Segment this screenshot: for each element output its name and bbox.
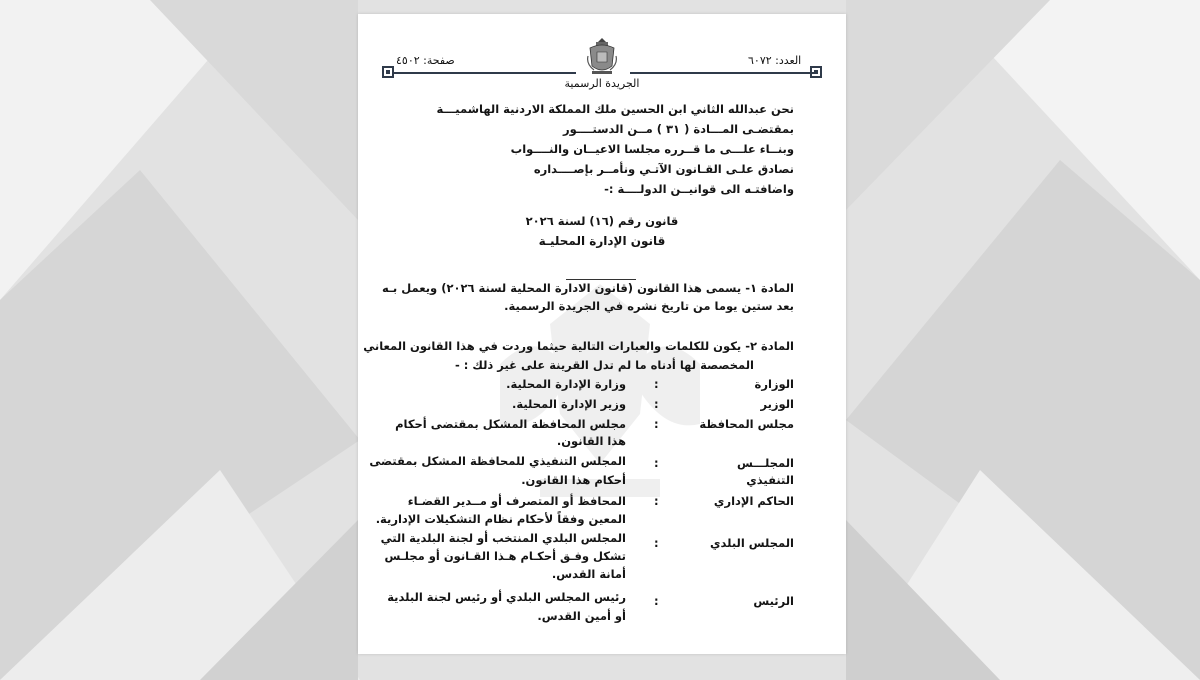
definition-term: الحاكم الإداري	[713, 494, 794, 508]
definition-term: المجلس البلدي	[709, 536, 794, 550]
definition-colon: :	[654, 417, 659, 431]
definition-text: وزارة الإدارة المحلية.	[506, 377, 626, 391]
definition-colon: :	[654, 594, 659, 608]
definition-term: الرئيس	[753, 594, 794, 608]
definition-text: أو أمين القدس.	[537, 609, 626, 623]
article1-line: بعد ستين يوما من تاريخ نشره في الجريدة الرسمية.	[504, 299, 794, 313]
definition-text: تشكل وفـق أحكـام هـذا القـانون أو مجلـس	[384, 549, 626, 563]
preamble-line: نصادق علـى القـانون الآتـي ونأمــر بإصــــداره	[533, 162, 794, 176]
definition-colon: :	[654, 377, 659, 391]
definition-text: مجلس المحافظة المشكل بمقتضى أحكام	[395, 417, 626, 431]
page-number: صفحة: ٤٥٠٢	[396, 54, 455, 67]
article2-line: المادة ٢- يكون للكلمات والعبارات التالية حيثما وردت في هذا القانون المعاني	[363, 339, 794, 353]
definition-term: التنفيذي	[746, 473, 794, 487]
article2-line: المخصصة لها أدناه ما لم تدل القرينة على غير ذلك : -	[454, 358, 754, 372]
title-separator	[566, 279, 636, 280]
definition-text: المعين وفقاً لأحكام نظام التشكيلات الإدارية.	[375, 512, 626, 526]
definition-term: الوزير	[760, 397, 794, 411]
definition-colon: :	[654, 456, 659, 470]
definition-text: المحافظ أو المتصرف أو مــدير القضـاء	[407, 494, 626, 508]
definition-text: المجلس التنفيذي للمحافظة المشكل بمقتضى	[369, 454, 626, 468]
knot-ornament-right	[810, 66, 822, 78]
preamble-line: بمقتضـى المـــادة ( ٣١ ) مــن الدستــــور	[562, 122, 794, 136]
definition-term: المجلـــس	[736, 456, 794, 470]
definition-text: أحكام هذا القانون.	[521, 473, 626, 487]
header-rule-left	[392, 72, 576, 74]
coat-of-arms-emblem	[586, 36, 618, 76]
preamble-line: نحن عبدالله الثاني ابن الحسين ملك المملكة الاردنية الهاشميـــة	[436, 102, 794, 116]
law-subtitle: قانون الإدارة المحليـة	[538, 234, 666, 248]
preamble-line: واضافتـه الى قوانيــن الدولــــة :-	[604, 182, 794, 196]
header-rule-right	[630, 72, 814, 74]
law-title: قانون رقم (١٦) لسنة ٢٠٢٦	[525, 214, 679, 228]
definition-text: رئيس المجلس البلدي أو رئيس لجنة البلدية	[387, 590, 626, 604]
definition-colon: :	[654, 397, 659, 411]
definition-colon: :	[654, 536, 659, 550]
issue-number: العدد: ٦٠٧٢	[748, 54, 802, 67]
definition-colon: :	[654, 494, 659, 508]
definition-term: الوزارة	[754, 377, 794, 391]
article1-line: المادة ١- يسمى هذا القانون (قانون الادارة المحلية لسنة ٢٠٢٦) ويعمل بـه	[382, 281, 794, 295]
definition-text: وزير الإدارة المحلية.	[512, 397, 626, 411]
definition-text: أمانة القدس.	[551, 567, 626, 581]
preamble-line: وبنــاء علـــى ما قــرره مجلسا الاعيــان والنــــواب	[510, 142, 794, 156]
knot-ornament-left	[382, 66, 394, 78]
gazette-page	[358, 14, 846, 654]
definition-text: المجلس البلدي المنتخب أو لجنة البلدية التي	[380, 531, 626, 545]
definition-term: مجلس المحافظة	[699, 417, 794, 431]
definition-text: هذا القانون.	[556, 434, 626, 448]
gazette-title: الجريدة الرسمية	[564, 77, 640, 90]
